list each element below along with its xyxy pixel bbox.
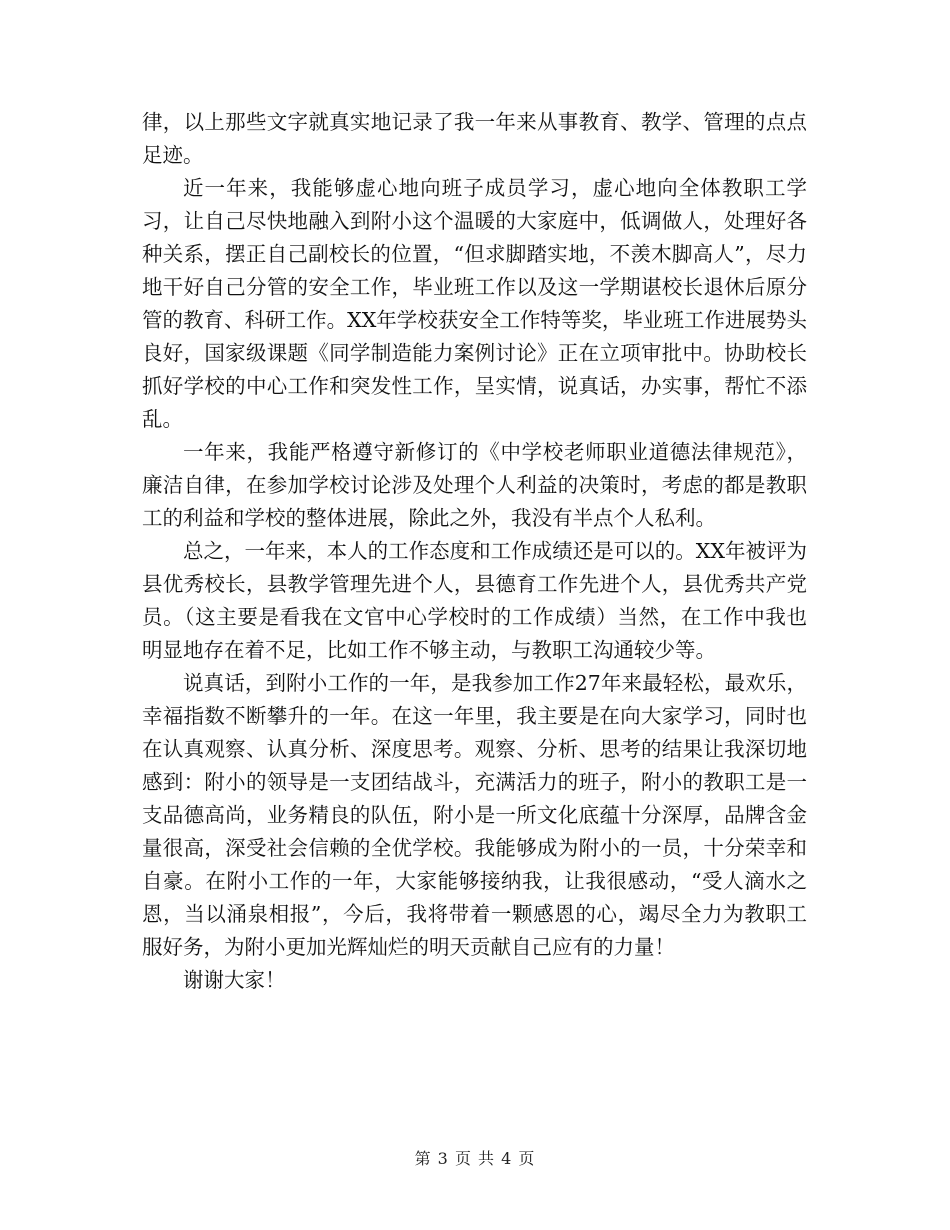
paragraph-thanks: 谢谢大家！ [183, 968, 286, 992]
paragraph-summary: 总之，一年来，本人的工作态度和工作成绩还是可以的。XX年被评为县优秀校长，县教学管理先进个人，县德育工作先进个人，县优秀共产党员。（这主要是看我在文官中心学校时的工作成绩）当然，在工作中我也明显地存在着不足，比如工作不够主动，与教职工沟通较少等。 [142, 539, 807, 662]
paragraph-continuation: 律，以上那些文字就真实地记录了我一年来从事教育、教学、管理的点点足迹。 [142, 110, 807, 167]
paragraph-reflection: 说真话，到附小工作的一年，是我参加工作27年来最轻松，最欢乐，幸福指数不断攀升的一年。在这一年里，我主要是在向大家学习，同时也在认真观察、认真分析、深度思考。观察、分析、思考的结果让我深切地感到：附小的领导是一支团结战斗，充满活力的班子，附小的教职工是一支品德高尚，业务精良的队伍，附小是一所文化底蕴十分深厚，品牌含金量很高，深受社会信赖的全优学校。我能够成为附小的一员，十分荣幸和自豪。在附小工作的一年，大家能够接纳我，让我很感动，“受人滴水之恩，当以涌泉相报”，今后，我将带着一颗感恩的心，竭尽全力为教职工服好务，为附小更加光辉灿烂的明天贡献自己应有的力量！ [142, 671, 807, 959]
paragraph-learning: 近一年来，我能够虚心地向班子成员学习，虚心地向全体教职工学习，让自己尽快地融入到附小这个温暖的大家庭中，低调做人，处理好各种关系，摆正自己副校长的位置，“但求脚踏实地，不羡木脚高人”，尽力地干好自己分管的安全工作，毕业班工作以及这一学期谌校长退休后原分管的教育、科研工作。XX年学校获安全工作特等奖，毕业班工作进展势头良好，国家级课题《同学制造能力案例讨论》正在立项审批中。协助校长抓好学校的中心工作和突发性工作，呈实情，说真话，办实事，帮忙不添乱。 [142, 176, 807, 431]
document-body [142, 106, 807, 997]
paragraph-integrity: 一年来，我能严格遵守新修订的《中学校老师职业道德法律规范》，廉洁自律，在参加学校讨论涉及处理个人利益的决策时，考虑的都是教职工的利益和学校的整体进展，除此之外，我没有半点个人私利。 [142, 440, 807, 530]
page-number-footer: 第 3 页 共 4 页 [414, 1149, 536, 1168]
